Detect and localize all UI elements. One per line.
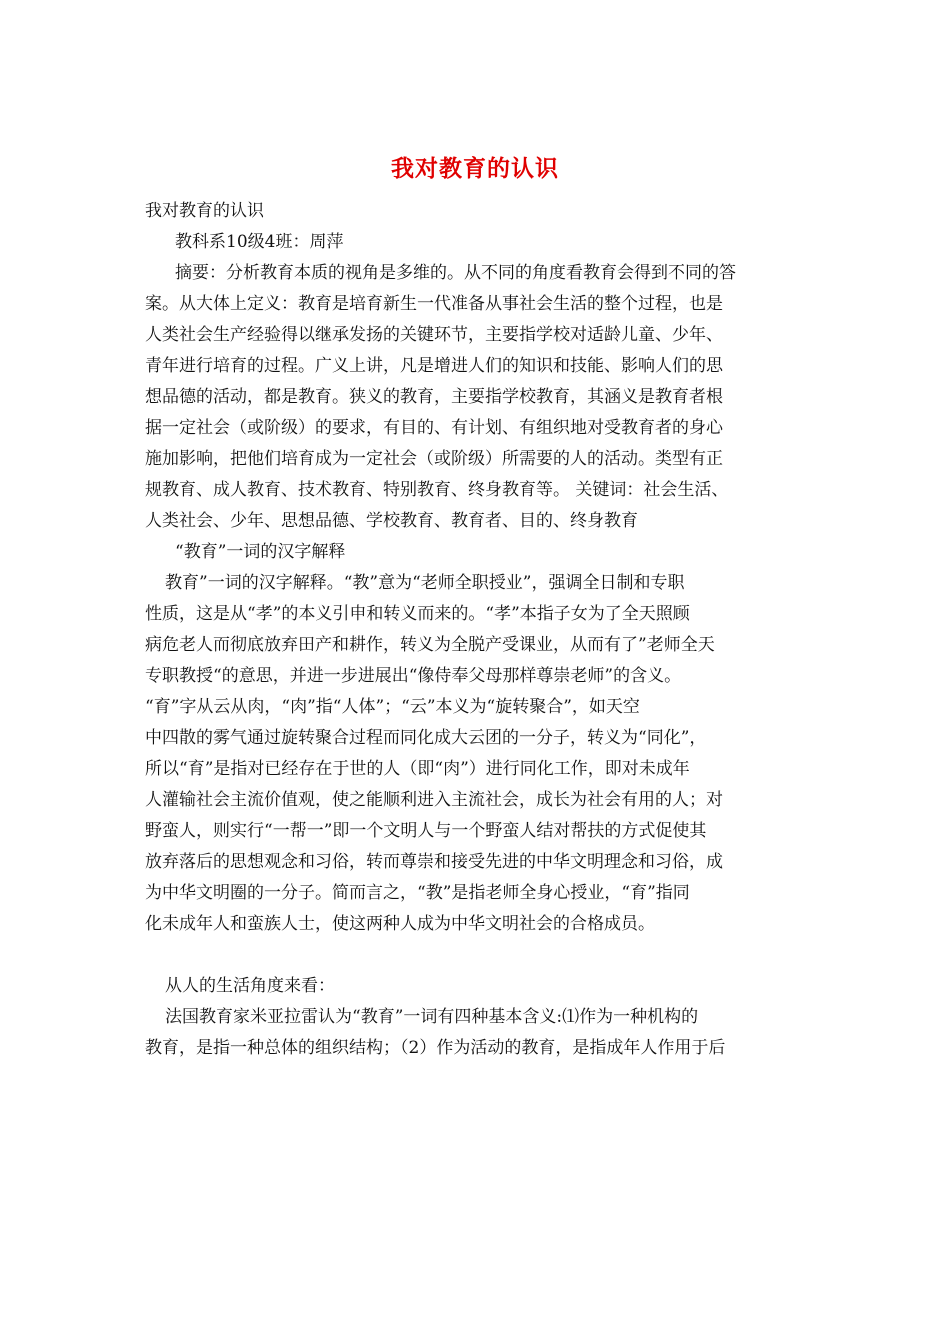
- text-line: 所以“育”是指对已经存在于世的人（即“肉”）进行同化工作，即对未成年: [145, 759, 690, 779]
- text-line: 放弃落后的思想观念和习俗，转而尊崇和接受先进的中华文明理念和习俗，成: [145, 852, 723, 872]
- text-line: 教育”一词的汉字解释。“教”意为“老师全职授业”，强调全日制和专职: [165, 573, 685, 593]
- text-line: 人类社会生产经验得以继承发扬的关键环节，主要指学校对适龄儿童、少年、: [145, 325, 723, 345]
- text-line: 中四散的雾气通过旋转聚合过程而同化成大云团的一分子，转义为“同化”，: [145, 728, 707, 748]
- text-line: 野蛮人，则实行“一帮一”即一个文明人与一个野蛮人结对帮扶的方式促使其: [145, 821, 707, 841]
- text-line: “育”字从云从肉，“肉”指“人体”；“云”本义为“旋转聚合”，如天空: [145, 697, 640, 717]
- document-body: [145, 196, 805, 1064]
- text-line: 从人的生活角度来看：: [165, 976, 335, 996]
- text-line: 法国教育家米亚拉雷认为“教育”一词有四种基本含义:⑴作为一种机构的: [165, 1007, 699, 1027]
- text-line: 案。从大体上定义：教育是培育新生一代准备从事社会生活的整个过程，也是: [145, 294, 723, 314]
- text-line: 规教育、成人教育、技术教育、特别教育、终身教育等。 关键词：社会生活、: [145, 480, 729, 500]
- text-line: 教科系10级4班：周萍: [175, 232, 344, 252]
- text-line: 性质，这是从“孝”的本义引申和转义而来的。“孝”本指子女为了全天照顾: [145, 604, 690, 624]
- text-line: 人类社会、少年、思想品德、学校教育、教育者、目的、终身教育: [145, 511, 638, 531]
- text-line: 摘要：分析教育本质的视角是多维的。从不同的角度看教育会得到不同的答: [175, 263, 736, 283]
- text-line: 施加影响，把他们培育成为一定社会（或阶级）所需要的人的活动。类型有正: [145, 449, 723, 469]
- document-title: 我对教育的认识: [391, 155, 559, 182]
- text-line: 青年进行培育的过程。广义上讲，凡是增进人们的知识和技能、影响人们的思: [145, 356, 723, 376]
- text-line: 人灌输社会主流价值观，使之能顺利进入主流社会，成长为社会有用的人；对: [145, 790, 723, 810]
- blank-line: [145, 940, 805, 971]
- text-line: 我对教育的认识: [145, 201, 264, 221]
- text-line: 想品德的活动，都是教育。狭义的教育，主要指学校教育，其涵义是教育者根: [145, 387, 723, 407]
- text-line: 据一定社会（或阶级）的要求，有目的、有计划、有组织地对受教育者的身心: [145, 418, 723, 438]
- text-line: 化未成年人和蛮族人士，使这两种人成为中华文明社会的合格成员。: [145, 914, 655, 934]
- text-line: 病危老人而彻底放弃田产和耕作，转义为全脱产受课业，从而有了”老师全天: [145, 635, 715, 655]
- text-line: 教育，是指一种总体的组织结构；（2）作为活动的教育，是指成年人作用于后: [145, 1038, 726, 1058]
- text-line: 专职教授“的意思，并进一步进展出“像侍奉父母那样尊崇老师”的含义。: [145, 666, 682, 686]
- text-line: “教育”一词的汉字解释: [175, 542, 346, 562]
- text-line: 为中华文明圈的一分子。简而言之，“教”是指老师全身心授业，“育”指同: [145, 883, 690, 903]
